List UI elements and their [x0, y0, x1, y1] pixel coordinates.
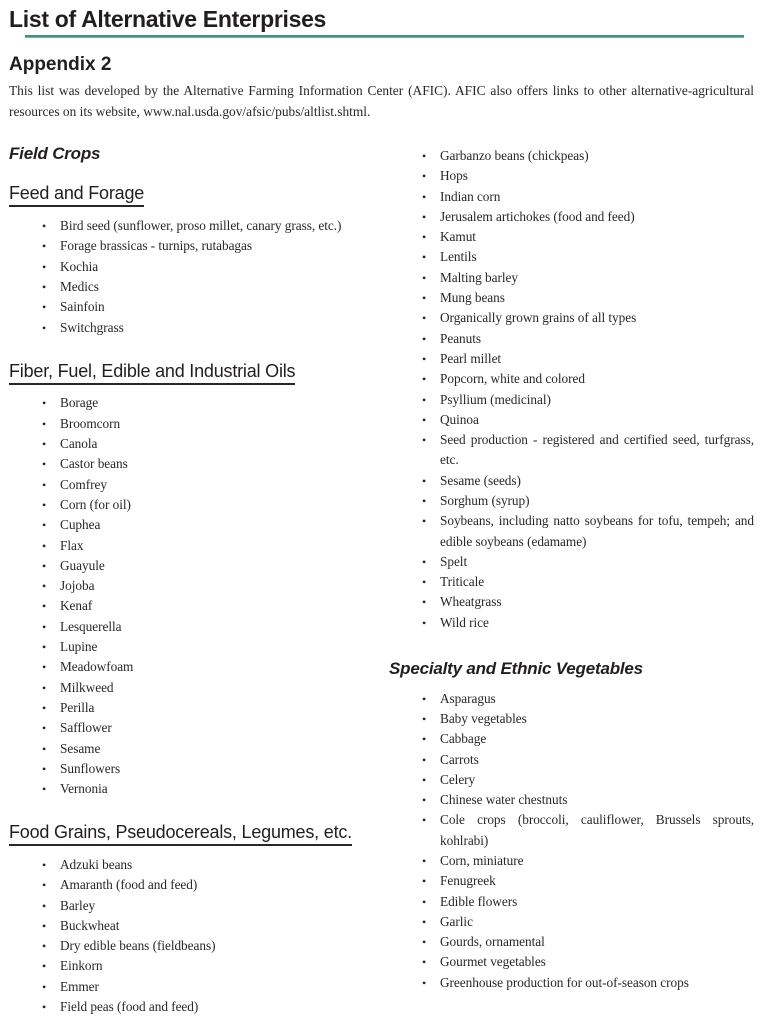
bullet-icon: •	[42, 640, 47, 655]
list-item-text: Seed production - registered and certified seed, turfgrass, etc.	[440, 432, 754, 468]
list-item-text: Soybeans, including natto soybeans for tofu, tempeh; and edible soybeans (edamame)	[440, 513, 754, 549]
list-item	[389, 511, 754, 552]
list-item-text: Emmer	[60, 978, 99, 994]
list-item	[389, 932, 754, 952]
section-heading-text: Fiber, Fuel, Edible and Industrial Oils	[9, 361, 295, 385]
list-item-text: Gourmet vegetables	[440, 954, 546, 970]
list-item-text: Sainfoin	[60, 299, 105, 315]
bullet-icon: •	[422, 493, 427, 508]
list-item	[389, 892, 754, 912]
list-item	[9, 576, 374, 596]
list-item	[9, 318, 374, 338]
list-item	[389, 410, 754, 430]
list-item-text: Amaranth (food and feed)	[60, 877, 198, 893]
list-item	[9, 297, 374, 317]
list-item	[389, 952, 754, 972]
bullet-icon: •	[42, 300, 47, 315]
list-item-text: Lupine	[60, 639, 98, 655]
list-item-text: Wheatgrass	[440, 594, 502, 610]
list-item	[389, 770, 754, 790]
list-item-text: Corn (for oil)	[60, 496, 131, 512]
list-item	[9, 875, 374, 895]
bullet-icon: •	[42, 782, 47, 797]
list-item	[9, 393, 374, 413]
list-item	[389, 750, 754, 770]
list-item	[9, 739, 374, 759]
bullet-list	[9, 393, 374, 799]
list-item	[389, 572, 754, 592]
list-item	[389, 349, 754, 369]
list-item-text: Mung beans	[440, 290, 505, 306]
list-item	[389, 973, 754, 993]
list-item	[389, 592, 754, 612]
list-item-text: Perilla	[60, 699, 95, 715]
section-block	[9, 183, 374, 337]
intro-paragraph: This list was developed by the Alternative Farming Information Center (AFIC). AFIC also offers links to other alternative-agricultural resources on its website, www.nal.usda.gov/afsic/pubs/altlist.shtml.	[9, 83, 754, 119]
list-item	[389, 912, 754, 932]
bullet-icon: •	[422, 291, 427, 306]
bullet-icon: •	[42, 416, 47, 431]
list-item-text: Sesame (seeds)	[440, 472, 521, 488]
list-item	[9, 718, 374, 738]
list-item-text: Spelt	[440, 553, 468, 569]
bullet-icon: •	[42, 939, 47, 954]
bullet-icon: •	[422, 311, 427, 326]
list-item	[389, 471, 754, 491]
list-item-text: Milkweed	[60, 679, 114, 695]
list-item	[389, 247, 754, 267]
bullet-icon: •	[42, 721, 47, 736]
bullet-icon: •	[42, 579, 47, 594]
list-item-text: Celery	[440, 771, 476, 787]
list-item	[389, 810, 754, 851]
list-item-text: Asparagus	[440, 690, 496, 706]
list-item-text: Chinese water chestnuts	[440, 792, 568, 808]
list-item-text: Garbanzo beans (chickpeas)	[440, 147, 589, 163]
list-item	[9, 916, 374, 936]
list-item	[9, 617, 374, 637]
bullet-icon: •	[422, 793, 427, 808]
list-item-text: Sunflowers	[60, 760, 121, 776]
list-item	[9, 434, 374, 454]
list-item	[9, 779, 374, 799]
list-item-text: Adzuki beans	[60, 856, 133, 872]
bullet-icon: •	[42, 457, 47, 472]
list-item	[9, 896, 374, 916]
list-item-text: Triticale	[440, 574, 485, 590]
bullet-icon: •	[42, 761, 47, 776]
list-item-text: Sorghum (syrup)	[440, 492, 530, 508]
bullet-list	[389, 146, 754, 633]
appendix-title: Appendix 2	[9, 54, 112, 76]
list-item-text: Broomcorn	[60, 415, 121, 431]
list-item-text: Vernonia	[60, 781, 108, 797]
list-item-text: Greenhouse production for out-of-season crops	[440, 974, 689, 990]
list-item-text: Popcorn, white and colored	[440, 371, 585, 387]
bullet-icon: •	[422, 813, 427, 828]
list-item	[389, 187, 754, 207]
bullet-icon: •	[422, 148, 427, 163]
list-item	[389, 207, 754, 227]
list-item-text: Switchgrass	[60, 319, 124, 335]
list-item-text: Field peas (food and feed)	[60, 999, 199, 1015]
list-item	[389, 227, 754, 247]
list-item-text: Pearl millet	[440, 350, 502, 366]
list-item	[389, 146, 754, 166]
list-item	[9, 277, 374, 297]
left-column	[9, 135, 374, 1017]
bullet-icon: •	[42, 700, 47, 715]
list-item-text: Lesquerella	[60, 618, 122, 634]
list-item-text: Buckwheat	[60, 917, 120, 933]
bullet-icon: •	[42, 857, 47, 872]
bullet-icon: •	[42, 1000, 47, 1015]
bullet-list	[9, 855, 374, 1017]
bullet-icon: •	[42, 497, 47, 512]
bullet-icon: •	[42, 979, 47, 994]
list-item-text: Cole crops (broccoli, cauliflower, Brussels sprouts, kohlrabi)	[440, 812, 754, 848]
list-item	[9, 855, 374, 875]
bullet-icon: •	[422, 595, 427, 610]
list-item-text: Guayule	[60, 557, 105, 573]
category-block	[389, 659, 754, 993]
list-item-text: Cabbage	[440, 731, 487, 747]
list-item	[9, 637, 374, 657]
section-block	[9, 361, 374, 800]
category-heading: Field Crops	[9, 143, 101, 163]
two-column-layout	[9, 135, 754, 1017]
section-block	[9, 822, 374, 1017]
list-item-text: Jojoba	[60, 578, 95, 594]
list-item	[389, 871, 754, 891]
list-item-text: Peanuts	[440, 330, 482, 346]
bullet-icon: •	[422, 392, 427, 407]
list-item-text: Corn, miniature	[440, 852, 524, 868]
right-column	[389, 135, 754, 1017]
list-item	[389, 369, 754, 389]
bullet-icon: •	[422, 711, 427, 726]
bullet-icon: •	[422, 955, 427, 970]
list-item-text: Kamut	[440, 229, 476, 245]
bullet-icon: •	[422, 230, 427, 245]
list-item	[389, 430, 754, 471]
list-item-text: Flax	[60, 537, 84, 553]
list-item-text: Wild rice	[440, 614, 489, 630]
list-item-text: Castor beans	[60, 456, 128, 472]
list-item	[389, 729, 754, 749]
section-heading	[9, 183, 374, 205]
bullet-icon: •	[42, 518, 47, 533]
bullet-icon: •	[422, 752, 427, 767]
list-item-text: Kenaf	[60, 598, 93, 614]
bullet-icon: •	[422, 514, 427, 529]
list-item-text: Garlic	[440, 913, 473, 929]
bullet-icon: •	[422, 473, 427, 488]
bullet-icon: •	[422, 732, 427, 747]
list-item	[389, 790, 754, 810]
section-heading-text: Feed and Forage	[9, 183, 144, 207]
items-block	[389, 146, 754, 633]
bullet-icon: •	[422, 270, 427, 285]
page-title: List of Alternative Enterprises	[9, 6, 327, 32]
bullet-icon: •	[422, 853, 427, 868]
list-item	[9, 956, 374, 976]
list-item-text: Safflower	[60, 720, 112, 736]
bullet-icon: •	[42, 680, 47, 695]
bullet-icon: •	[422, 615, 427, 630]
list-item-text: Malting barley	[440, 269, 518, 285]
list-item	[389, 613, 754, 633]
list-item-text: Barley	[60, 897, 96, 913]
list-item-text: Forage brassicas - turnips, rutabagas	[60, 238, 253, 254]
list-item-text: Fenugreek	[440, 873, 496, 889]
list-item-text: Meadowfoam	[60, 659, 134, 675]
bullet-icon: •	[422, 209, 427, 224]
bullet-icon: •	[422, 554, 427, 569]
list-item	[9, 997, 374, 1017]
bullet-icon: •	[42, 878, 47, 893]
list-item	[9, 414, 374, 434]
bullet-icon: •	[422, 250, 427, 265]
list-item	[9, 936, 374, 956]
list-item-text: Organically grown grains of all types	[440, 310, 637, 326]
list-item	[389, 851, 754, 871]
bullet-icon: •	[42, 477, 47, 492]
bullet-icon: •	[42, 437, 47, 452]
list-item-text: Gourds, ornamental	[440, 934, 545, 950]
bullet-icon: •	[422, 189, 427, 204]
bullet-list	[389, 689, 754, 993]
list-item-text: Comfrey	[60, 476, 107, 492]
bullet-icon: •	[422, 575, 427, 590]
list-item	[9, 216, 374, 236]
list-item	[389, 709, 754, 729]
bullet-icon: •	[422, 351, 427, 366]
list-item	[389, 288, 754, 308]
bullet-icon: •	[422, 331, 427, 346]
list-item-text: Bird seed (sunflower, proso millet, canary grass, etc.)	[60, 218, 342, 234]
bullet-icon: •	[42, 959, 47, 974]
bullet-icon: •	[422, 169, 427, 184]
bullet-icon: •	[42, 320, 47, 335]
list-item	[389, 308, 754, 328]
bullet-icon: •	[422, 372, 427, 387]
bullet-icon: •	[42, 599, 47, 614]
section-heading-text: Food Grains, Pseudocereals, Legumes, etc.	[9, 822, 352, 846]
list-item	[9, 236, 374, 256]
list-item	[9, 759, 374, 779]
bullet-icon: •	[422, 914, 427, 929]
list-item	[9, 536, 374, 556]
list-item	[9, 257, 374, 277]
list-item-text: Lentils	[440, 249, 477, 265]
bullet-icon: •	[422, 691, 427, 706]
list-item	[389, 166, 754, 186]
bullet-list	[9, 216, 374, 338]
bullet-icon: •	[42, 259, 47, 274]
bullet-icon: •	[42, 558, 47, 573]
bullet-icon: •	[42, 279, 47, 294]
category-block	[9, 144, 374, 164]
bullet-icon: •	[42, 660, 47, 675]
list-item-text: Borage	[60, 395, 99, 411]
list-item-text: Canola	[60, 436, 98, 452]
list-item-text: Einkorn	[60, 958, 103, 974]
list-item	[9, 657, 374, 677]
list-item-text: Sesame	[60, 740, 101, 756]
bullet-icon: •	[42, 219, 47, 234]
section-heading	[9, 822, 374, 844]
list-item-text: Edible flowers	[440, 893, 518, 909]
bullet-icon: •	[422, 935, 427, 950]
bullet-icon: •	[422, 874, 427, 889]
bullet-icon: •	[42, 918, 47, 933]
list-item	[389, 329, 754, 349]
list-item-text: Carrots	[440, 751, 479, 767]
bullet-icon: •	[422, 772, 427, 787]
list-item-text: Hops	[440, 168, 468, 184]
list-item-text: Medics	[60, 278, 99, 294]
list-item	[389, 689, 754, 709]
list-item	[9, 698, 374, 718]
list-item	[389, 491, 754, 511]
list-item-text: Baby vegetables	[440, 710, 527, 726]
list-item	[389, 390, 754, 410]
list-item	[9, 454, 374, 474]
list-item	[9, 495, 374, 515]
bullet-icon: •	[422, 975, 427, 990]
section-heading	[9, 361, 374, 383]
list-item-text: Jerusalem artichokes (food and feed)	[440, 208, 635, 224]
bullet-icon: •	[42, 538, 47, 553]
title-rule	[25, 35, 744, 38]
list-item	[9, 678, 374, 698]
bullet-icon: •	[422, 433, 427, 448]
list-item-text: Quinoa	[440, 411, 479, 427]
bullet-icon: •	[422, 894, 427, 909]
list-item	[389, 268, 754, 288]
list-item-text: Kochia	[60, 258, 99, 274]
list-item	[389, 552, 754, 572]
bullet-icon: •	[42, 619, 47, 634]
list-item	[9, 596, 374, 616]
list-item-text: Indian corn	[440, 188, 501, 204]
bullet-icon: •	[422, 412, 427, 427]
list-item	[9, 515, 374, 535]
list-item-text: Dry edible beans (fieldbeans)	[60, 938, 216, 954]
list-item-text: Psyllium (medicinal)	[440, 391, 551, 407]
category-heading: Specialty and Ethnic Vegetables	[389, 659, 643, 679]
list-item	[9, 556, 374, 576]
list-item	[9, 475, 374, 495]
bullet-icon: •	[42, 239, 47, 254]
list-item-text: Cuphea	[60, 517, 101, 533]
bullet-icon: •	[42, 741, 47, 756]
bullet-icon: •	[42, 396, 47, 411]
bullet-icon: •	[42, 898, 47, 913]
